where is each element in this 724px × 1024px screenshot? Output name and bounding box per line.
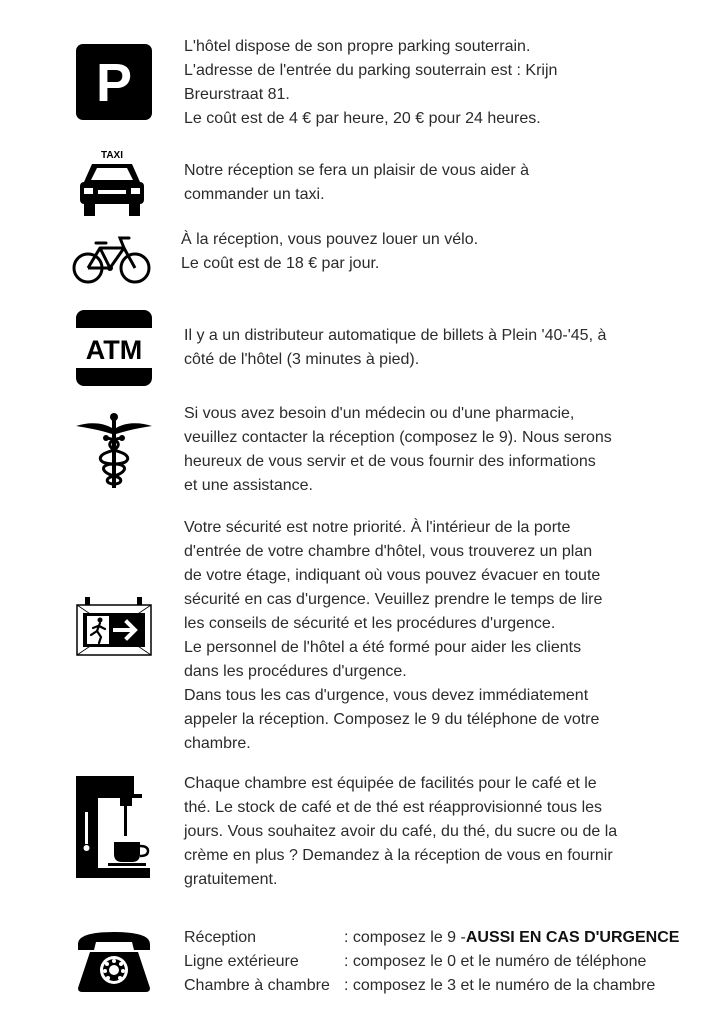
text-line: À la réception, vous pouvez louer un vélo. (181, 231, 479, 248)
text-line: Si vous avez besoin d'un médecin ou d'une pharmacie, (184, 405, 575, 422)
atm-label: ATM (85, 335, 143, 365)
telephone-icon (74, 928, 154, 994)
text-line: L'adresse de l'entrée du parking souterrain est : Krijn (184, 62, 558, 79)
parking-text (184, 35, 557, 131)
text-line: chambre. (184, 735, 251, 752)
emergency-exit-icon (75, 597, 153, 657)
text-line: Votre sécurité est notre priorité. À l'intérieur de la porte (184, 519, 571, 536)
text-line: appeler la réception. Composez le 9 du téléphone de votre (184, 711, 600, 728)
parking-letter: P (95, 53, 133, 113)
phone-row-external (184, 950, 679, 974)
text-line: Notre réception se fera un plaisir de vous aider à (184, 162, 530, 179)
text-line: de votre étage, indiquant où vous pouvez évacuer en toute (184, 567, 601, 584)
safety-text (184, 516, 602, 756)
text-line: sécurité en cas d'urgence. Veuillez prendre le temps de lire (184, 591, 603, 608)
text-line: côté de l'hôtel (3 minutes à pied). (184, 351, 420, 368)
phone-value: : composez le 3 et le numéro de la chambre (344, 977, 656, 994)
text-line: jours. Vous souhaitez avoir du café, du thé, du sucre ou de la (184, 823, 618, 840)
phone-value: : composez le 9 - (344, 929, 466, 946)
phone-emphasis: AUSSI EN CAS D'URGENCE (465, 929, 680, 946)
caduceus-icon (76, 412, 152, 490)
text-line: d'entrée de votre chambre d'hôtel, vous trouverez un plan (184, 543, 593, 560)
text-line: dans les procédures d'urgence. (184, 663, 407, 680)
text-line: Le coût est de 18 € par jour. (181, 255, 380, 272)
text-line: Dans tous les cas d'urgence, vous devez immédiatement (184, 687, 589, 704)
parking-icon (76, 44, 152, 120)
atm-icon (76, 310, 152, 386)
text-line: thé. Le stock de café et de thé est réapprovisionné tous les (184, 799, 603, 816)
phone-label: Chambre à chambre (184, 977, 330, 994)
text-line: commander un taxi. (184, 186, 325, 203)
text-line: L'hôtel dispose de son propre parking souterrain. (184, 38, 531, 55)
phone-label: Ligne extérieure (184, 953, 299, 970)
medical-text (184, 402, 612, 498)
phone-row-reception (184, 926, 679, 950)
text-line: crème en plus ? Demandez à la réception de vous en fournir (184, 847, 613, 864)
text-line: et une assistance. (184, 477, 313, 494)
text-line: Le personnel de l'hôtel a été formé pour aider les clients (184, 639, 582, 656)
phone-row-room (184, 974, 679, 998)
text-line: les conseils de sécurité et les procédures d'urgence. (184, 615, 556, 632)
bicycle-icon (72, 234, 152, 286)
phone-value: : composez le 0 et le numéro de téléphone (344, 953, 647, 970)
bike-text (181, 228, 478, 276)
atm-text (184, 324, 606, 372)
coffee-text (184, 772, 617, 892)
text-line: Chaque chambre est équipée de facilités pour le café et le (184, 775, 597, 792)
taxi-sign: TAXI (100, 150, 124, 161)
text-line: Le coût est de 4 € par heure, 20 € pour 24 heures. (184, 110, 541, 127)
text-line: gratuitement. (184, 871, 278, 888)
phone-label: Réception (184, 929, 257, 946)
taxi-icon (78, 148, 146, 218)
text-line: veuillez contacter la réception (composez le 9). Nous serons (184, 429, 612, 446)
text-line: Breurstraat 81. (184, 86, 290, 103)
text-line: Il y a un distributeur automatique de billets à Plein '40-'45, à (184, 327, 607, 344)
text-line: heureux de vous servir et de vous fournir des informations (184, 453, 596, 470)
phone-directory (184, 926, 679, 998)
taxi-text (184, 159, 529, 207)
coffee-machine-icon (76, 776, 152, 880)
